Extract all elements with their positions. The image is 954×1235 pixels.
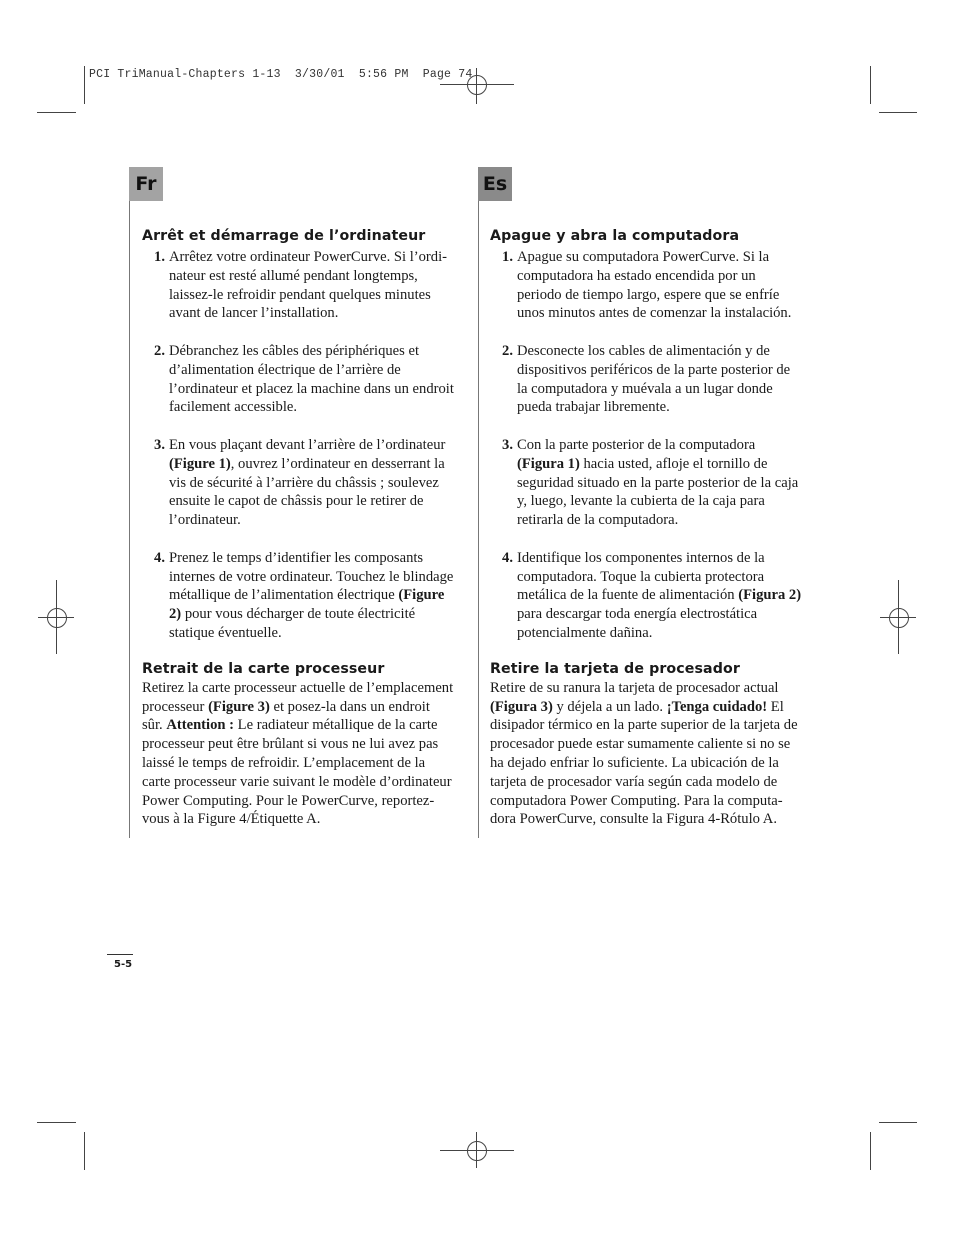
step-text: Apague su computadora PowerCurve. Si la computadora ha estado encendida por un periodo de tiempo largo, espere que se enfríe unos minutos antes de comenzar la instalación. (517, 249, 792, 322)
registration-bottom-circle (467, 1141, 487, 1161)
step-number: 1. (154, 249, 165, 265)
step-number: 1. (502, 249, 513, 265)
section-heading: Arrêt et démarrage de l’ordinateur (142, 228, 426, 244)
french-column (142, 226, 454, 829)
step-number: 2. (154, 342, 165, 359)
crop-mark-bottom-left-v (84, 1132, 85, 1170)
step-number: 4. (154, 549, 165, 566)
step-item (490, 436, 802, 530)
step-list (142, 248, 454, 643)
step-item (142, 248, 454, 323)
figure-reference: (Figura 3) (490, 698, 553, 715)
page-number: 5-5 (114, 959, 133, 970)
step-item (142, 342, 454, 417)
step-item (142, 436, 454, 530)
spanish-column-rule (478, 201, 479, 838)
crop-mark-bottom-right-h (879, 1122, 917, 1123)
step-item (490, 342, 802, 417)
figure-reference: (Figure 1) (169, 455, 231, 472)
step-item (490, 549, 802, 643)
figure-reference: (Figura 2) (738, 587, 802, 604)
warning-label: Attention : (166, 717, 235, 734)
section-paragraph: Retirez la carte processeur actuelle de l’emplacement processeur (Figure 3) et posez-la dans un endroit sûr. Attention : Le radiateur métallique de la carte processeur peut être brûlant si vous ne lui avez pas laissé le temps de refroidir. L’emplacement de la carte processeur varie suivant le modèle d’ordinateur Power Computing. Pour le PowerCurve, reportez-vous à la Figure 4/Étiquette A. (142, 679, 454, 828)
folio-rule (107, 954, 133, 955)
figure-reference: (Figure 3) (208, 698, 270, 715)
crop-mark-bottom-left-h (37, 1122, 76, 1123)
crop-mark-top-right-h (879, 112, 917, 113)
registration-right-circle (889, 608, 909, 628)
crop-mark-top-left-v (84, 66, 85, 104)
crop-mark-top-right-v (870, 66, 871, 104)
step-number: 3. (154, 436, 165, 453)
section-heading: Retire la tarjeta de procesador (490, 660, 740, 677)
section-heading: Apague y abra la computadora (490, 228, 740, 244)
step-item (490, 248, 802, 323)
step-number: 4. (502, 549, 513, 566)
step-text: Prenez le temps d’identifier les composants internes de votre ordinateur. Touchez le blindage métallique de l’alimentation électrique (Figure 2) pour vous décharger de toute électricité statique éventuelle. (169, 549, 454, 641)
language-tab-spanish: Es (478, 167, 512, 201)
figure-reference: (Figure 2) (169, 587, 445, 623)
warning-label: ¡Tenga cuidado! (666, 698, 768, 715)
step-list (490, 248, 802, 643)
step-number: 3. (502, 436, 513, 453)
language-tab-french: Fr (129, 167, 163, 201)
crop-mark-top-left-h (37, 112, 76, 113)
step-text: Identifique los componentes internos de la computadora. Toque la cubierta protectora metálica de la fuente de alimentación (Figura 2) para descargar toda energía electrostática potencialmente dañina. (517, 549, 802, 641)
step-text: Desconecte los cables de alimentación y de dispositivos periféricos de la parte posterior de la computadora y muévala a un lugar donde pueda trabajar libremente. (517, 342, 791, 416)
step-text: Débranchez les câbles des périphériques et d’alimentation électrique de l’arrière de l’ordinateur et placez la machine dans un endroit facilement accessible. (169, 342, 454, 416)
step-text: Con la parte posterior de la computadora (Figura 1) hacia usted, afloje el tornillo de seguridad situado en la parte posterior de la caja y, luego, levante la cubierta de la caja para retirarla de la computadora. (517, 436, 799, 529)
french-column-rule (129, 201, 130, 838)
section-paragraph: Retire de su ranura la tarjeta de procesador actual (Figura 3) y déjela a un lado. ¡Tenga cuidado! El disipador térmico en la parte superior de la tarjeta de procesador puede estar sumamente caliente si no se ha dejado enfriar lo suficiente. La ubicación de la tarjeta de procesador varía según cada modelo de computadora Power Computing. Para la computa-dora PowerCurve, consulte la Figura 4-Rótulo A. (490, 679, 798, 828)
print-slug-line: PCI TriManual-Chapters 1-13 3/30/01 5:56 PM Page 74 (89, 68, 473, 81)
step-number: 2. (502, 342, 513, 359)
step-item (142, 549, 454, 643)
step-text: Arrêtez votre ordinateur PowerCurve. Si l’ordi- nateur est resté allumé pendant longtemps, laissez-le refroidir pendant quelques minutes avant de lancer l’installation. (169, 249, 448, 322)
registration-left-circle (47, 608, 67, 628)
spanish-column (490, 226, 802, 829)
section-heading: Retrait de la carte processeur (142, 660, 385, 677)
registration-top-circle (467, 75, 487, 95)
figure-reference: (Figura 1) (517, 455, 580, 472)
step-text: En vous plaçant devant l’arrière de l’ordinateur (Figure 1), ouvrez l’ordinateur en desserrant la vis de sécurité à l’arrière du châssis ; soulevez ensuite le capot de châssis pour le retirer de l’ordinateur. (169, 436, 446, 529)
crop-mark-bottom-right-v (870, 1132, 871, 1170)
